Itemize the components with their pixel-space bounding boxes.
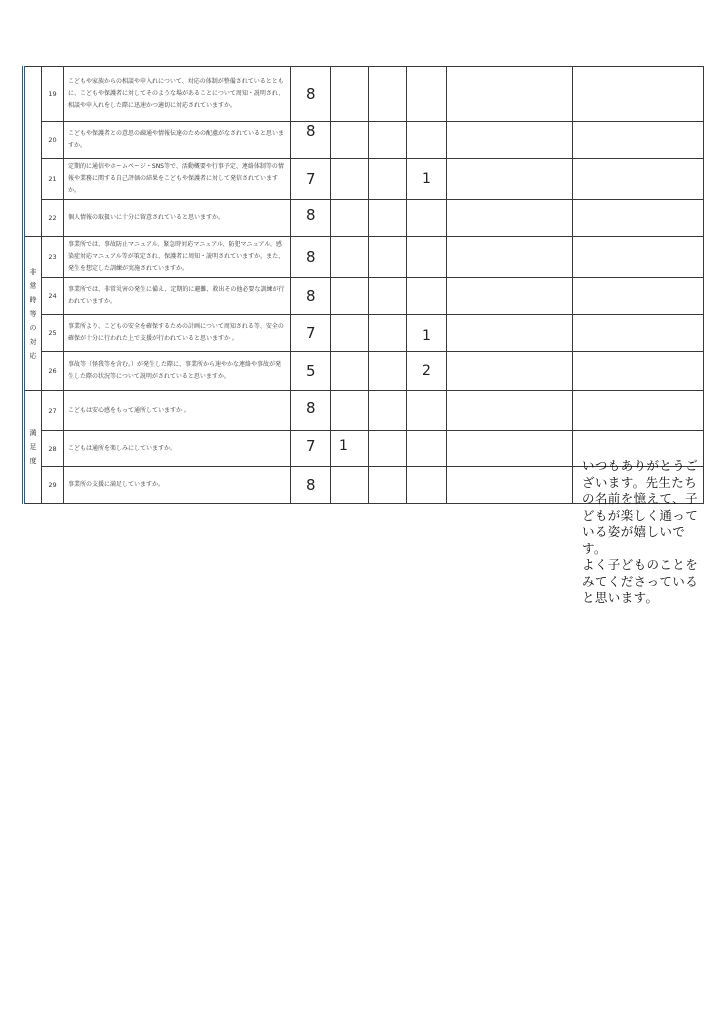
answer-col4: [407, 391, 447, 431]
category-label-satisfaction: 満足度: [24, 391, 42, 504]
answer-yes-count: 8: [291, 67, 331, 122]
question-number: 23: [42, 237, 64, 278]
answer-col5: [447, 200, 573, 237]
question-number: 28: [42, 431, 64, 467]
table-row: [24, 200, 704, 237]
question-number: 27: [42, 391, 64, 431]
answer-col2: [331, 200, 369, 237]
answer-yes-count: 7: [291, 315, 331, 352]
answer-col6: [573, 159, 704, 200]
answer-col6: [573, 67, 704, 122]
question-number: 22: [42, 200, 64, 237]
table-row: [24, 315, 704, 352]
answer-col2: [331, 67, 369, 122]
answer-yes-count: 8: [291, 200, 331, 237]
table-row: [24, 352, 704, 391]
answer-col4: [407, 278, 447, 315]
answer-yes-count: 7: [291, 431, 331, 467]
answer-col5: [447, 315, 573, 352]
answer-col5: [447, 122, 573, 159]
question-text: こどもや家族からの相談や申入れについて、対応の体制が整備されているとともに、こどもや保護者に対してそのような場があることについて周知・説明され、相談や申入れをした際に迅速かつ適切に対応されていますか。: [64, 67, 291, 122]
answer-yes-count: 8: [291, 391, 331, 431]
question-text: 事業所では、事故防止マニュアル、緊急時対応マニュアル、防犯マニュアル、感染症対応マニュアル等が策定され、保護者に周知・説明されていますか。また、発生を想定した訓練が実施されていますか。: [64, 237, 291, 278]
answer-col3: [369, 315, 407, 352]
question-text: 事業所より、こどもの安全を確保するための計画について周知される等、安全の確保が十分に行われた上で支援が行われていると思いますか 。: [64, 315, 291, 352]
question-number: 21: [42, 159, 64, 200]
question-number: 26: [42, 352, 64, 391]
answer-col4: [407, 467, 447, 504]
answer-col2: [331, 122, 369, 159]
question-number: 25: [42, 315, 64, 352]
question-number: 20: [42, 122, 64, 159]
table-row: [24, 278, 704, 315]
answer-col3: [369, 352, 407, 391]
answer-col4: [407, 431, 447, 467]
answer-col4: [407, 200, 447, 237]
question-text: 定期的に通信やホームページ・SNS等で、活動概要や行事予定、連絡体制等の情報や業務に関する自己評価の結果をこどもや保護者に対して発信されていますか。: [64, 159, 291, 200]
table-row: [24, 391, 704, 431]
answer-col5: [447, 467, 573, 504]
answer-col6: [573, 352, 704, 391]
question-text: 個人情報の取扱いに十分に留意されていると思いますか。: [64, 200, 291, 237]
question-number: 29: [42, 467, 64, 504]
table-row: [24, 67, 704, 122]
answer-yes-count: 8: [291, 278, 331, 315]
answer-col5: [447, 391, 573, 431]
answer-col3: [369, 237, 407, 278]
question-text: こどもや保護者との意思の疎通や情報伝達のための配慮がなされていると思いますか。: [64, 122, 291, 159]
answer-col4: [407, 237, 447, 278]
survey-table: [22, 66, 704, 504]
answer-col2: [331, 315, 369, 352]
question-number: 24: [42, 278, 64, 315]
table-row: [24, 237, 704, 278]
answer-col4: [407, 67, 447, 122]
answer-col2: [331, 278, 369, 315]
answer-col6: [573, 391, 704, 431]
answer-col4: 2: [407, 352, 447, 391]
question-text: こどもは通所を楽しみにしていますか。: [64, 431, 291, 467]
table-row: [24, 122, 704, 159]
answer-col3: [369, 467, 407, 504]
answer-col3: [369, 391, 407, 431]
answer-col5: [447, 278, 573, 315]
answer-col5: [447, 237, 573, 278]
answer-col5: [447, 352, 573, 391]
answer-col4: 1: [407, 159, 447, 200]
answer-col3: [369, 159, 407, 200]
answer-yes-count: 8: [291, 467, 331, 504]
answer-col2: [331, 391, 369, 431]
answer-col6: [573, 200, 704, 237]
question-text: 事業所の支援に満足していますか。: [64, 467, 291, 504]
question-text: 事業所では、非常災害の発生に備え、定期的に避難、救出その他必要な訓練が行われていますか。: [64, 278, 291, 315]
answer-col4: 1: [407, 315, 447, 352]
answer-col2: [331, 352, 369, 391]
answer-col3: [369, 431, 407, 467]
answer-col6: [573, 315, 704, 352]
question-text: 事故等（怪我等を含む。）が発生した際に、事業所から速やかな連絡や事故が発生した際の状況等について説明がされていると思いますか。: [64, 352, 291, 391]
handwritten-comment: いつもありがとうございます。先生たちの名前を憶えて、子どもが楽しく通っている姿が嬉しいです。 よく子どものことをみてくださっていると思います。: [582, 458, 699, 605]
answer-col5: [447, 431, 573, 467]
category-label-emergency: 非常時等の対応: [24, 237, 42, 391]
answer-col5: [447, 67, 573, 122]
answer-col2: [331, 467, 369, 504]
question-number: 19: [42, 67, 64, 122]
answer-yes-count: 8: [291, 122, 331, 159]
category-cell-blank: [24, 67, 42, 237]
answer-col2: [331, 237, 369, 278]
answer-col3: [369, 122, 407, 159]
answer-col4: [407, 122, 447, 159]
answer-col3: [369, 67, 407, 122]
answer-col6: [573, 122, 704, 159]
answer-col3: [369, 278, 407, 315]
answer-col6: [573, 237, 704, 278]
answer-yes-count: 5: [291, 352, 331, 391]
answer-yes-count: 7: [291, 159, 331, 200]
table-row: [24, 159, 704, 200]
answer-col2: [331, 159, 369, 200]
question-text: こどもは安心感をもって通所していますか 。: [64, 391, 291, 431]
answer-col5: [447, 159, 573, 200]
answer-col2: 1: [331, 431, 369, 467]
survey-sheet: [22, 66, 702, 504]
answer-col6: [573, 278, 704, 315]
answer-col3: [369, 200, 407, 237]
answer-yes-count: 8: [291, 237, 331, 278]
